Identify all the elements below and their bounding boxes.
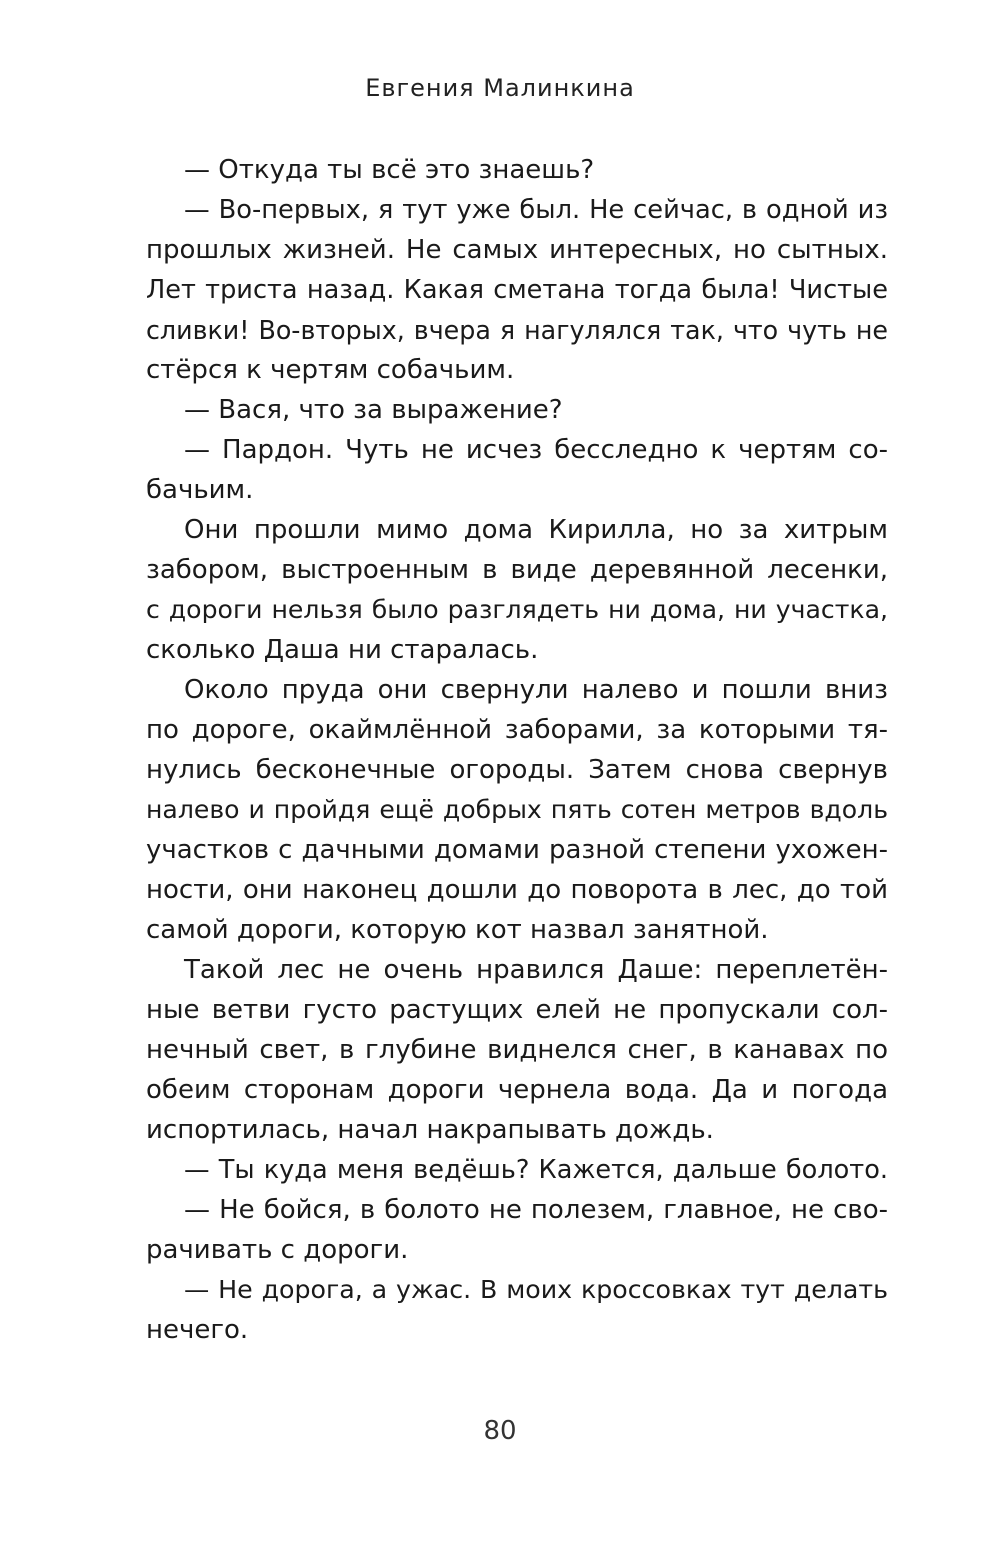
text-line: нулись бесконечные огороды. Затем снова свернув (146, 755, 888, 785)
text-line: самой дороги, которую кот назвал занятной. (146, 915, 769, 945)
text-line: по дороге, окаймлённой заборами, за которыми тя- (146, 715, 888, 745)
text-line: сколько Даша ни старалась. (146, 635, 539, 665)
text-line: бачьим. (146, 475, 254, 505)
text-line: — Во-первых, я тут уже был. Не сейчас, в одной из (184, 195, 888, 225)
text-line: участков с дачными домами разной степени ухожен- (146, 835, 888, 865)
text-line: Такой лес не очень нравился Даше: переплетён- (184, 955, 888, 985)
text-line: — Пардон. Чуть не исчез бесследно к чертям со- (184, 435, 888, 465)
text-line: испортилась, начал накрапывать дождь. (146, 1115, 714, 1145)
text-line: налево и пройдя ещё добрых пять сотен метров вдоль (146, 795, 888, 824)
text-line: Они прошли мимо дома Кирилла, но за хитрым (184, 515, 888, 545)
text-line: — Не дорога, а ужас. В моих кроссовках тут делать (184, 1275, 888, 1304)
text-line: — Откуда ты всё это знаешь? (184, 155, 595, 185)
text-line: нечный свет, в глубине виднелся снег, в канавах по (146, 1035, 888, 1065)
text-line: Лет триста назад. Какая сметана тогда была! Чистые (146, 275, 888, 305)
text-line: обеим сторонам дороги чернела вода. Да и погода (146, 1075, 888, 1105)
text-line: прошлых жизней. Не самых интересных, но сытных. (146, 235, 888, 265)
text-line: рачивать с дороги. (146, 1235, 409, 1265)
text-line: — Ты куда меня ведёшь? Кажется, дальше болото. (184, 1155, 888, 1185)
text-line: стёрся к чертям собачьим. (146, 355, 515, 385)
running-head: Евгения Малинкина (365, 74, 635, 102)
page-number: 80 (483, 1416, 517, 1446)
text-line: — Вася, что за выражение? (184, 395, 563, 425)
text-line: забором, выстроенным в виде деревянной лесенки, (146, 555, 888, 585)
text-line: ности, они наконец дошли до поворота в лес, до той (146, 875, 888, 905)
body-text (146, 150, 888, 1350)
text-line: — Не бойся, в болото не полезем, главное, не сво- (184, 1195, 888, 1225)
text-line: с дороги нельзя было разглядеть ни дома, ни участка, (146, 595, 888, 624)
text-line: Около пруда они свернули налево и пошли вниз (184, 675, 888, 705)
text-line: ные ветви густо растущих елей не пропускали сол- (146, 995, 888, 1025)
text-line: нечего. (146, 1315, 249, 1345)
text-line: сливки! Во-вторых, вчера я нагулялся так, что чуть не (146, 315, 888, 345)
